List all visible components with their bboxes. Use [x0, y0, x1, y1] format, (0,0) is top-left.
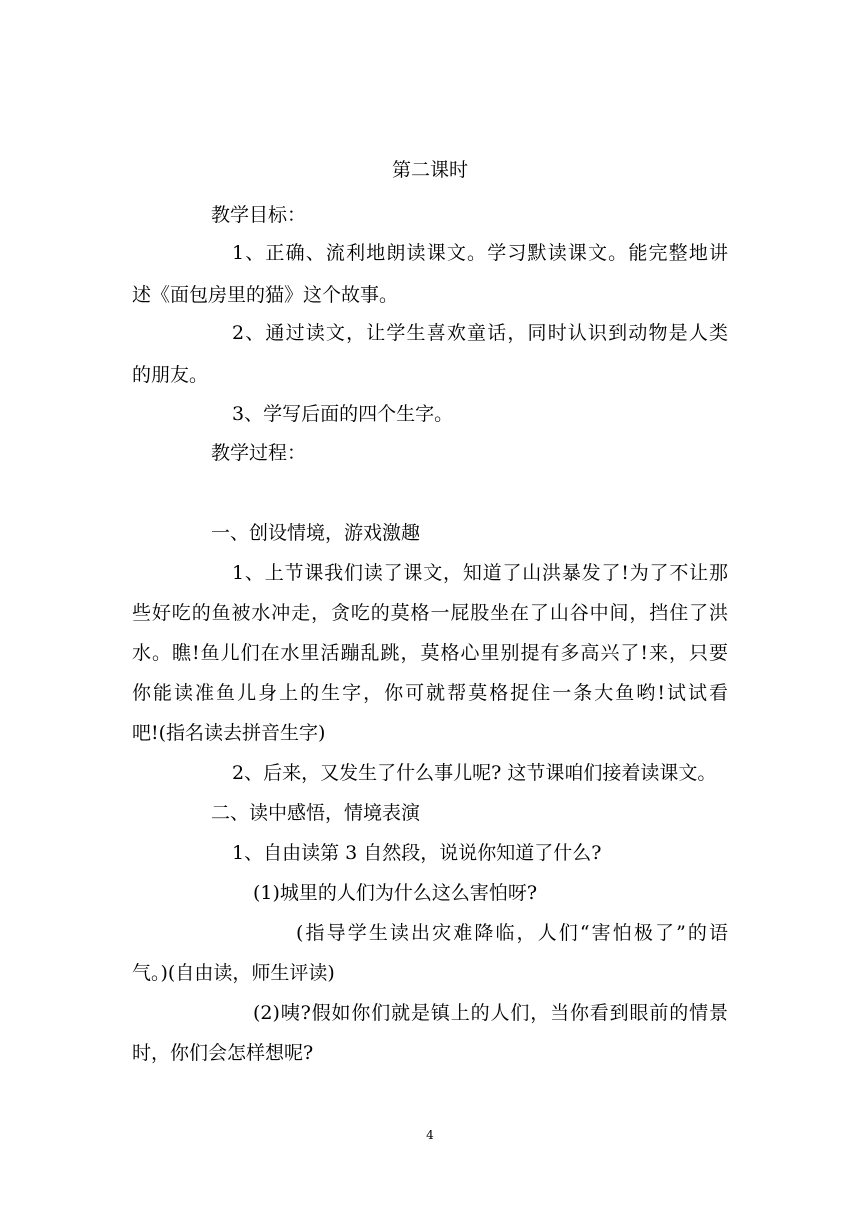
text-line: 2、后来，又发生了什么事儿呢? 这节课咱们接着读课文。	[232, 762, 717, 784]
text-line: 述《面包房里的猫》这个故事。	[132, 284, 399, 306]
text-line: 水。瞧!鱼儿们在水里活蹦乱跳，莫格心里别提有多高兴了!来，只要	[132, 642, 728, 664]
lesson-title: 第二课时	[391, 159, 468, 181]
text-line: 时，你们会怎样想呢?	[132, 1042, 314, 1064]
text-line: 3、学写后面的四个生字。	[232, 403, 454, 425]
text-line: 1、上节课我们读了课文，知道了山洪暴发了!为了不让那	[232, 562, 728, 584]
text-line: 2、通过读文，让学生喜欢童话，同时认识到动物是人类	[232, 322, 728, 344]
text-line: 吧!(指名读去拼音生字)	[132, 722, 326, 744]
text-line: 1、自由读第 3 自然段，说说你知道了什么?	[232, 842, 602, 864]
text-line: 你能读准鱼儿身上的生字，你可就帮莫格捉住一条大鱼哟!试试看	[132, 682, 728, 704]
text-line: 1、正确、流利地朗读课文。学习默读课文。能完整地讲	[232, 242, 728, 264]
text-line: 气。)(自由读，师生评读)	[132, 962, 335, 984]
section-heading: 二、读中感悟，情境表演	[211, 802, 421, 824]
text-line: 教学过程：	[211, 442, 307, 464]
page-number: 4	[426, 1128, 434, 1142]
text-line: (1)城里的人们为什么这么害怕呀?	[253, 882, 538, 904]
text-line: (指导学生读出灾难降临，人们“害怕极了”的语	[296, 922, 728, 944]
text-line: (2)咦?假如你们就是镇上的人们，当你看到眼前的情景	[253, 1002, 728, 1024]
section-heading: 一、创设情境，游戏激趣	[211, 522, 421, 544]
text-line: 教学目标：	[211, 204, 307, 226]
text-line: 的朋友。	[132, 364, 209, 386]
text-line: 些好吃的鱼被水冲走，贪吃的莫格一屁股坐在了山谷中间，挡住了洪	[132, 602, 728, 624]
